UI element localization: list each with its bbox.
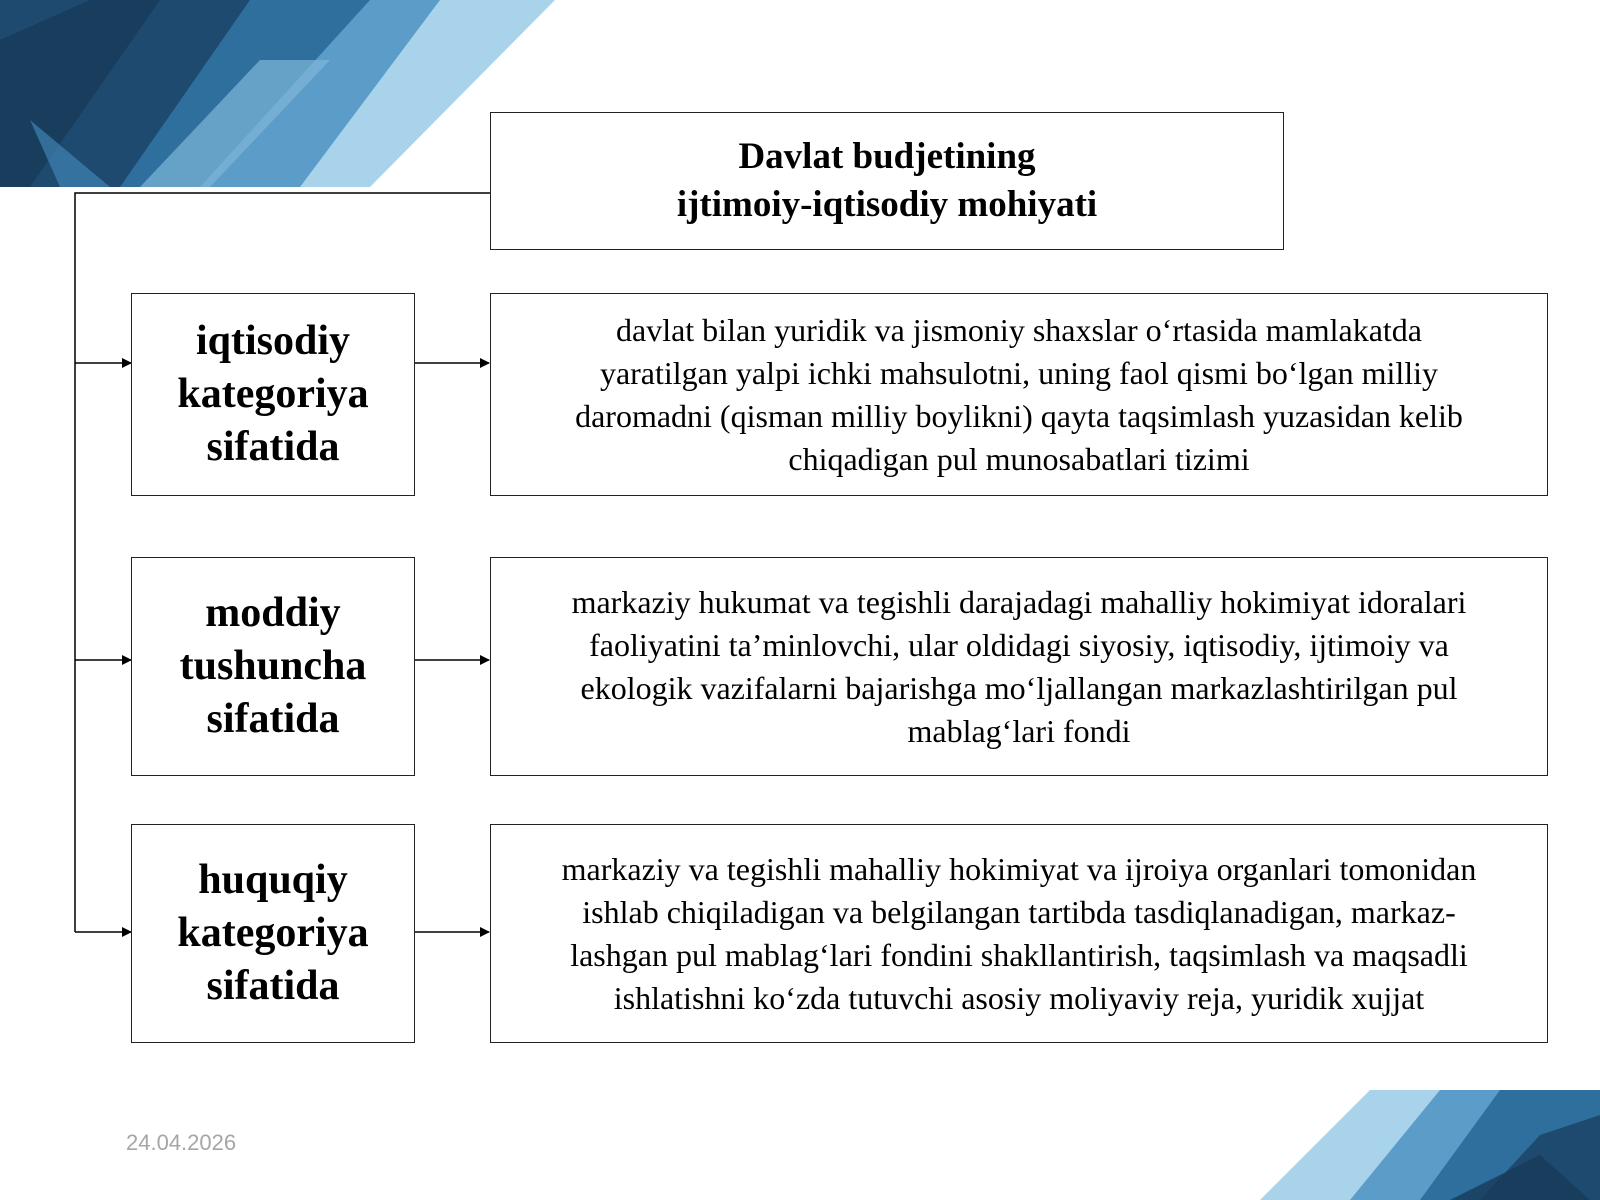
description-text xyxy=(562,848,1477,1020)
description-line: mablag‘lari fondi xyxy=(907,712,1131,749)
description-line: markaziy hukumat va tegishli darajadagi mahalliy hokimiyat idoralari xyxy=(571,583,1467,620)
slide-date: 24.04.2026 xyxy=(126,1130,237,1155)
description-text xyxy=(572,581,1467,753)
description-line: yaratilgan yalpi ichki mahsulotni, uning faol qismi bo‘lgan milliy xyxy=(599,354,1439,391)
category-label xyxy=(180,587,367,746)
category-line: kategoriya xyxy=(177,371,369,417)
category-box-material xyxy=(131,557,415,776)
title-box xyxy=(490,112,1284,250)
category-box-economic xyxy=(131,293,415,496)
category-line: kategoriya xyxy=(177,910,369,956)
description-box-legal xyxy=(490,824,1548,1043)
category-label xyxy=(177,315,368,474)
category-line: moddiy xyxy=(205,590,341,636)
description-line: lashgan pul mablag‘lari fondini shakllantirish, taqsimlash va maqsadli xyxy=(570,936,1468,973)
description-line: chiqadigan pul munosabatlari tizimi xyxy=(788,440,1250,477)
diagram-title xyxy=(677,133,1097,229)
description-text xyxy=(575,309,1463,481)
category-line: sifatida xyxy=(206,424,340,470)
category-line: sifatida xyxy=(206,696,340,742)
description-line: daromadni (qisman milliy boylikni) qayta taqsimlash yuzasidan kelib xyxy=(575,397,1463,434)
description-box-material xyxy=(490,557,1548,776)
category-label xyxy=(177,854,368,1013)
description-box-economic xyxy=(490,293,1548,496)
category-line: iqtisodiy xyxy=(195,318,351,364)
title-line: Davlat budjetining xyxy=(738,136,1036,177)
category-line: tushuncha xyxy=(179,643,367,689)
title-line: ijtimoiy-iqtisodiy mohiyati xyxy=(676,184,1098,225)
description-line: ishlatishni ko‘zda tutuvchi asosiy moliyaviy reja, yuridik xujjat xyxy=(613,979,1425,1016)
category-line: sifatida xyxy=(206,963,340,1009)
description-line: faoliyatini ta’minlovchi, ular oldidagi siyosiy, iqtisodiy, ijtimoiy va xyxy=(589,626,1449,663)
category-box-legal xyxy=(131,824,415,1043)
description-line: markaziy va tegishli mahalliy hokimiyat va ijroiya organlari tomonidan xyxy=(561,850,1477,887)
description-line: davlat bilan yuridik va jismoniy shaxslar o‘rtasida mamlakatda xyxy=(615,311,1422,348)
category-line: huquqiy xyxy=(198,857,348,903)
description-line: ekologik vazifalarni bajarishga mo‘ljallangan markazlashtirilgan pul xyxy=(580,669,1458,706)
description-line: ishlab chiqiladigan va belgilangan tartibda tasdiqlanadigan, markaz- xyxy=(582,893,1456,930)
